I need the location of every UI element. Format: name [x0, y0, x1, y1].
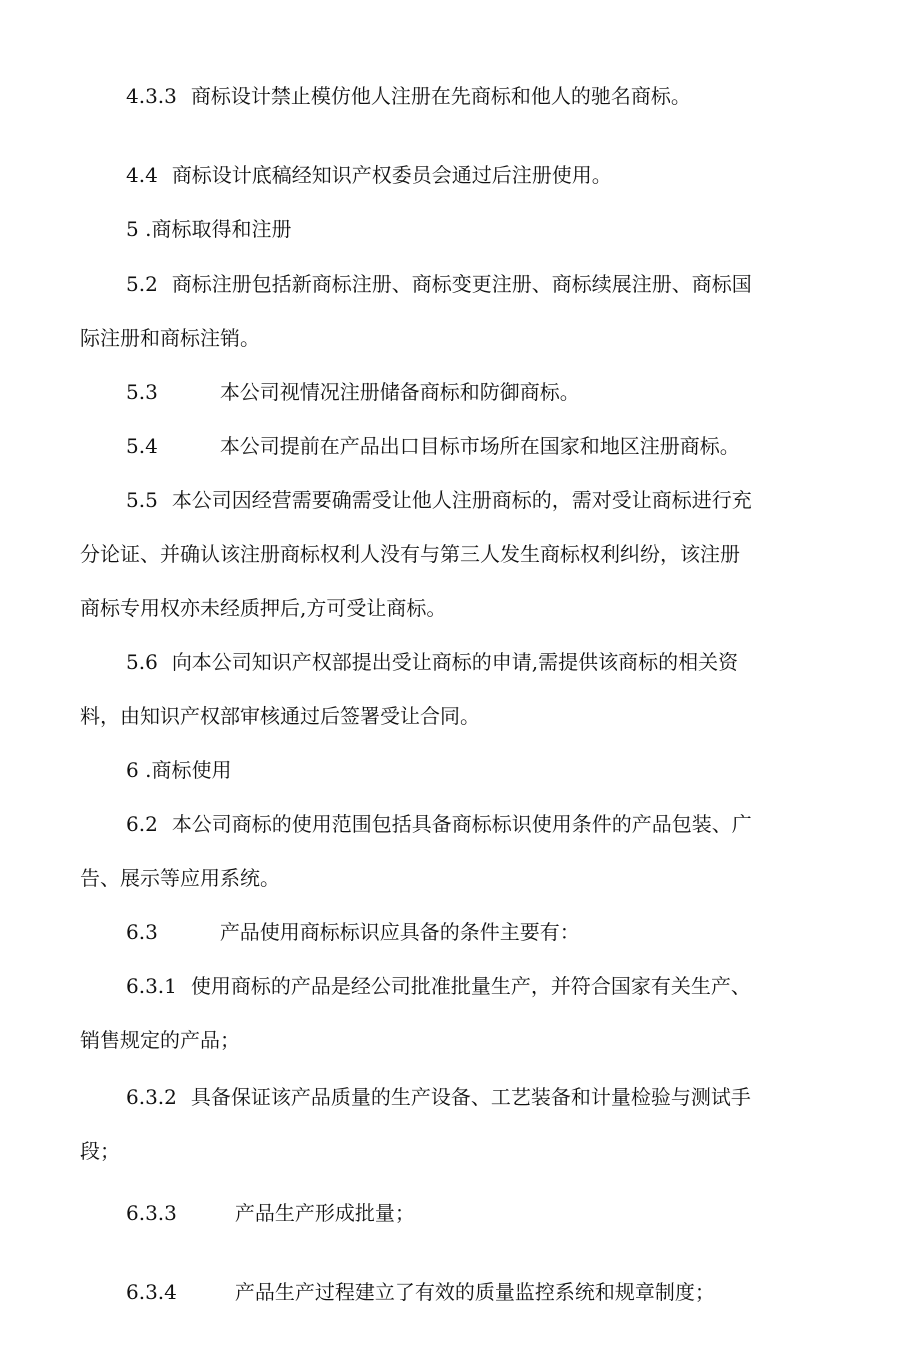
paragraph-6-3	[80, 905, 850, 959]
paragraph-4-3-3	[80, 69, 850, 123]
section-number: 4.3.3	[126, 84, 177, 108]
heading-text: 商标取得和注册	[151, 217, 292, 241]
paragraph-text: 产品生产形成批量；	[234, 1201, 415, 1225]
paragraph-5-6	[80, 635, 850, 743]
section-number: 6.3.3	[126, 1201, 177, 1225]
paragraph-text-line-1: 本公司商标的使用范围包括具备商标标识使用条件的产品包装、广	[171, 812, 752, 836]
paragraph-text-line-1: 向本公司知识产权部提出受让商标的申请,需提供该商标的相关资	[171, 650, 739, 674]
paragraph-text-line-3: 商标专用权亦未经质押后,方可受让商标。	[80, 596, 447, 620]
section-number: 4.4	[126, 163, 158, 187]
paragraph-text-line-1: 使用商标的产品是经公司批准批量生产，并符合国家有关生产、	[190, 974, 751, 998]
paragraph-text-line-1: 具备保证该产品质量的生产设备、工艺装备和计量检验与测试手	[190, 1085, 751, 1109]
section-number: 5.4	[126, 434, 158, 458]
paragraph-6-3-4	[80, 1265, 850, 1319]
paragraph-text-line-2: 际注册和商标注销。	[80, 326, 260, 350]
paragraph-5-4	[80, 419, 850, 473]
paragraph-text-line-2: 料，由知识产权部审核通过后签署受让合同。	[80, 704, 480, 728]
section-number: 6.3.1	[126, 974, 177, 998]
paragraph-text: 本公司提前在产品出口目标市场所在国家和地区注册商标。	[219, 434, 740, 458]
section-number: 5.6	[126, 650, 158, 674]
section-number: 5.3	[126, 380, 158, 404]
section-number: 6 .	[126, 758, 152, 782]
paragraph-5-5	[80, 473, 850, 635]
heading-text: 商标使用	[151, 758, 232, 782]
section-number: 5.2	[126, 272, 158, 296]
paragraph-6-3-2	[80, 1070, 850, 1178]
section-number: 6.2	[126, 812, 158, 836]
paragraph-text: 商标设计禁止模仿他人注册在先商标和他人的驰名商标。	[190, 84, 691, 108]
paragraph-text-line-1: 本公司因经营需要确需受让他人注册商标的，需对受让商标进行充	[171, 488, 752, 512]
heading-6	[80, 743, 850, 797]
section-number: 6.3.4	[126, 1280, 177, 1304]
paragraph-text-line-2: 段；	[80, 1139, 120, 1163]
paragraph-4-4	[80, 148, 850, 202]
paragraph-6-2	[80, 797, 850, 905]
paragraph-text: 本公司视情况注册储备商标和防御商标。	[219, 380, 580, 404]
paragraph-5-2	[80, 257, 850, 365]
paragraph-6-3-1	[80, 959, 850, 1067]
paragraph-6-3-3	[80, 1186, 850, 1240]
paragraph-5-3	[80, 365, 850, 419]
paragraph-text-line-2: 告、展示等应用系统。	[80, 866, 280, 890]
heading-5	[80, 202, 850, 256]
paragraph-text: 产品生产过程建立了有效的质量监控系统和规章制度；	[234, 1280, 715, 1304]
section-number: 6.3	[126, 920, 158, 944]
section-number: 5 .	[126, 217, 152, 241]
paragraph-text-line-2: 分论证、并确认该注册商标权利人没有与第三人发生商标权利纠纷，该注册	[80, 542, 740, 566]
paragraph-text-line-1: 商标注册包括新商标注册、商标变更注册、商标续展注册、商标国	[171, 272, 752, 296]
paragraph-text-line-2: 销售规定的产品；	[80, 1028, 240, 1052]
paragraph-text: 商标设计底稿经知识产权委员会通过后注册使用。	[171, 163, 612, 187]
section-number: 5.5	[126, 488, 158, 512]
paragraph-text: 产品使用商标标识应具备的条件主要有：	[219, 920, 580, 944]
section-number: 6.3.2	[126, 1085, 177, 1109]
